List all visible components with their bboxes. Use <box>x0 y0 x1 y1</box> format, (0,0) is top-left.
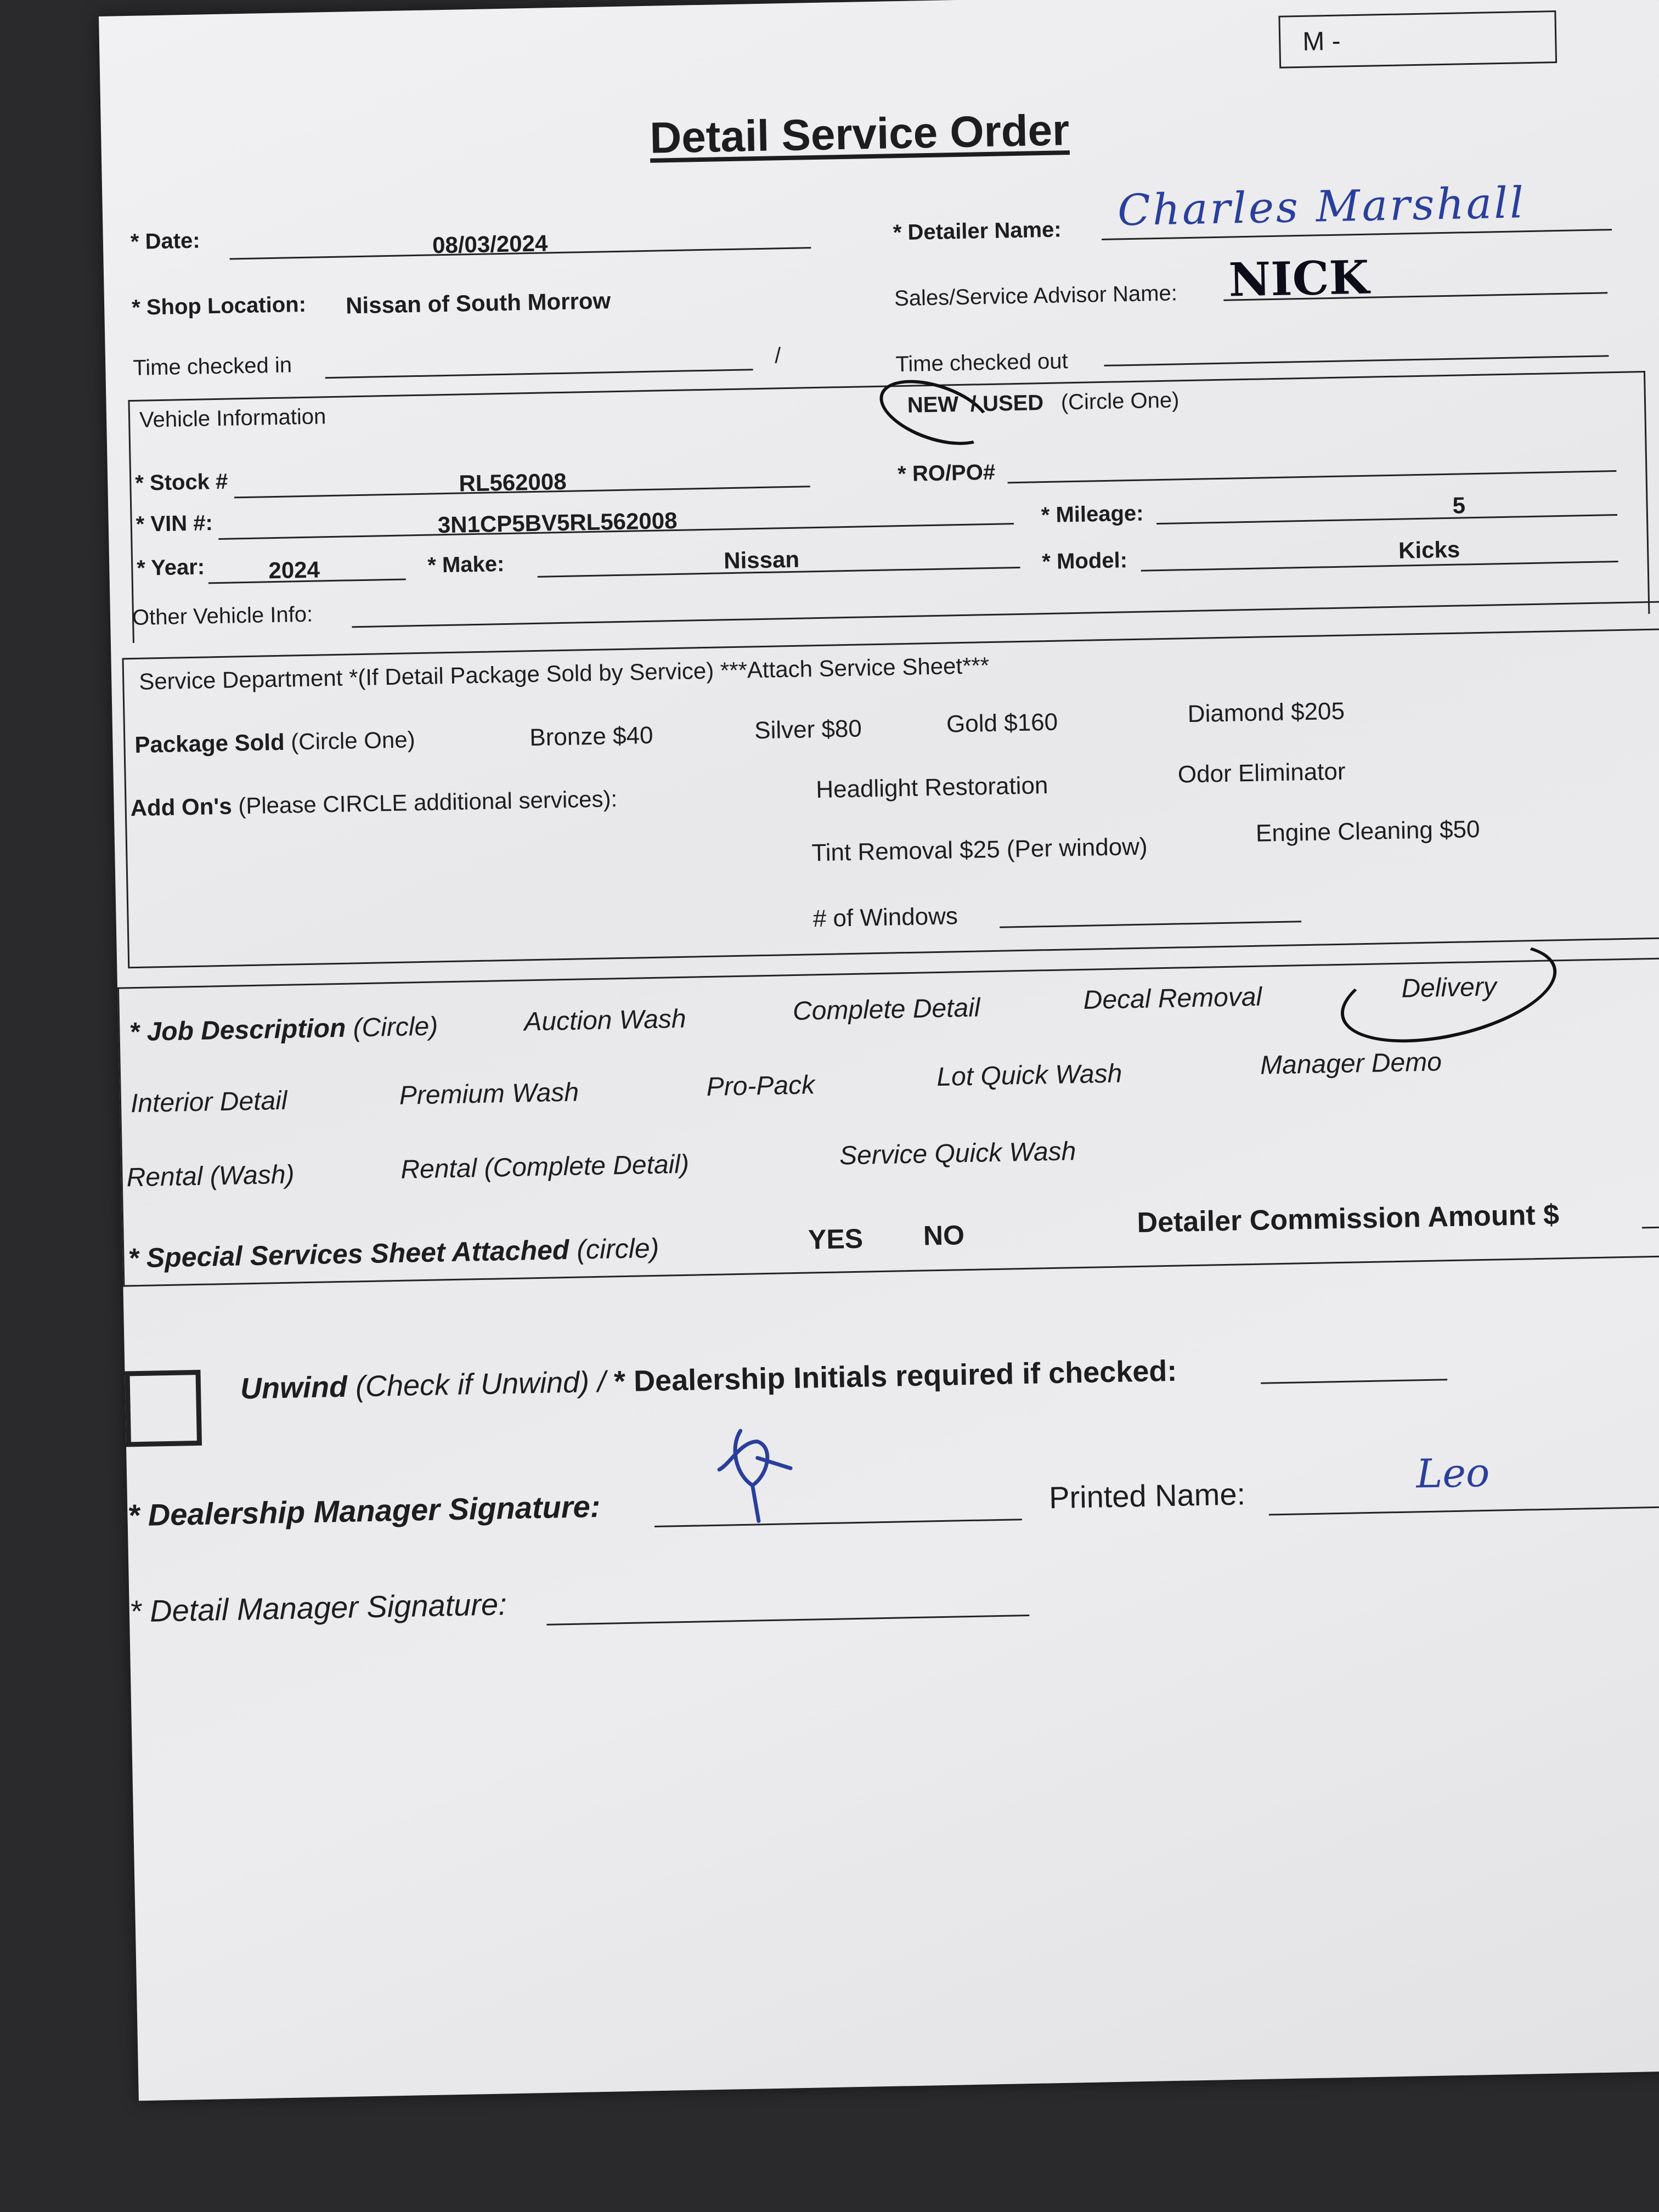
vin-label: * VIN #: <box>136 511 213 537</box>
add-ons-instruction: (Please CIRCLE additional services): <box>238 786 618 819</box>
special-services-yes[interactable]: YES <box>808 1223 864 1255</box>
printed-name-field[interactable] <box>1269 1506 1659 1516</box>
other-vehicle-info-label: Other Vehicle Info: <box>132 602 313 630</box>
job-description-label-bold: * Job Description <box>129 1013 346 1047</box>
year-value: 2024 <box>268 556 320 584</box>
time-checked-in-field[interactable] <box>325 369 753 379</box>
date-label: * Date: <box>130 228 201 254</box>
job-complete-detail[interactable]: Complete Detail <box>792 993 980 1026</box>
year-label: * Year: <box>136 555 205 580</box>
advisor-name-handwriting: NICK <box>1228 250 1370 307</box>
detailer-name-label: * Detailer Name: <box>893 217 1062 245</box>
package-sold-label <box>134 726 415 758</box>
addon-headlight-restoration[interactable]: Headlight Restoration <box>815 772 1048 804</box>
windows-count-label: # of Windows <box>812 902 958 933</box>
printed-name-handwriting: Leo <box>1415 1449 1491 1497</box>
package-diamond[interactable]: Diamond $205 <box>1187 697 1345 728</box>
package-bronze[interactable]: Bronze $40 <box>529 721 653 752</box>
stock-label: * Stock # <box>134 469 228 495</box>
job-delivery[interactable]: Delivery <box>1401 972 1497 1003</box>
add-ons-label-bold: Add On's <box>130 793 233 821</box>
dealership-initials-field[interactable] <box>1261 1379 1447 1384</box>
model-value: Kicks <box>1398 536 1460 563</box>
package-gold[interactable]: Gold $160 <box>946 708 1058 738</box>
special-services-label-bold: * Special Services Sheet Attached <box>127 1234 569 1274</box>
unwind-label-bold: Unwind <box>240 1370 348 1406</box>
date-value: 08/03/2024 <box>432 230 548 258</box>
detailer-name-handwriting: Charles Marshall <box>1117 178 1526 236</box>
job-description-instruction: (Circle) <box>353 1012 438 1043</box>
detail-manager-signature-label: * Detail Manager Signature: <box>129 1587 507 1629</box>
job-description-label <box>129 1011 438 1047</box>
time-separator: / <box>774 343 781 368</box>
condition-new[interactable]: NEW <box>907 392 959 417</box>
form-title: Detail Service Order <box>649 105 1070 162</box>
addon-tint-removal[interactable]: Tint Removal $25 (Per window) <box>811 833 1148 867</box>
unwind-checkbox[interactable] <box>125 1370 202 1447</box>
vehicle-section-label: Vehicle Information <box>139 404 326 432</box>
shop-location-label: * Shop Location: <box>131 292 307 320</box>
model-label: * Model: <box>1041 548 1128 574</box>
job-interior-detail[interactable]: Interior Detail <box>130 1086 287 1119</box>
job-decal-removal[interactable]: Decal Removal <box>1083 982 1262 1015</box>
job-rental-wash[interactable]: Rental (Wash) <box>126 1160 295 1193</box>
printed-name-label: Printed Name: <box>1048 1476 1246 1515</box>
dealership-initials-label: * Dealership Initials required if checked: <box>613 1354 1177 1398</box>
time-checked-in-label: Time checked in <box>132 353 292 380</box>
service-order-form <box>99 0 1659 2101</box>
mileage-value: 5 <box>1452 492 1466 518</box>
condition-used[interactable]: / USED <box>970 391 1044 416</box>
special-services-instruction: (circle) <box>576 1232 659 1265</box>
job-premium-wash[interactable]: Premium Wash <box>399 1077 579 1110</box>
mileage-label: * Mileage: <box>1041 501 1144 528</box>
unwind-instruction: (Check if Unwind) / <box>355 1365 606 1403</box>
detail-manager-signature-field[interactable] <box>546 1615 1029 1626</box>
job-pro-pack[interactable]: Pro-Pack <box>706 1070 815 1102</box>
order-number-box[interactable] <box>1278 10 1557 69</box>
make-label: * Make: <box>427 551 505 578</box>
stock-value: RL562008 <box>459 468 567 496</box>
dealership-manager-signature-mark <box>708 1424 803 1525</box>
time-checked-out-label: Time checked out <box>895 349 1069 377</box>
job-auction-wash[interactable]: Auction Wash <box>523 1004 687 1037</box>
special-services-no[interactable]: NO <box>923 1220 965 1251</box>
dealership-manager-signature-label: * Dealership Manager Signature: <box>127 1488 601 1533</box>
addon-odor-eliminator[interactable]: Odor Eliminator <box>1177 758 1346 788</box>
addon-engine-cleaning[interactable]: Engine Cleaning $50 <box>1255 815 1480 847</box>
shop-location-value: Nissan of South Morrow <box>345 287 611 319</box>
package-sold-instruction: (Circle One) <box>290 726 416 755</box>
unwind-label <box>240 1354 1177 1406</box>
job-manager-demo[interactable]: Manager Demo <box>1260 1047 1442 1080</box>
service-department-heading: Service Department *(If Detail Package Sold by Service) ***Attach Service Sheet*** <box>138 652 990 695</box>
time-checked-out-field[interactable] <box>1104 355 1609 366</box>
package-sold-label-bold: Package Sold <box>134 729 285 758</box>
job-rental-complete-detail[interactable]: Rental (Complete Detail) <box>400 1149 690 1184</box>
make-value: Nissan <box>723 546 800 574</box>
package-silver[interactable]: Silver $80 <box>754 715 862 744</box>
ro-po-label: * RO/PO# <box>897 460 996 487</box>
job-service-quick-wash[interactable]: Service Quick Wash <box>839 1137 1076 1171</box>
condition-circle-instruction: (Circle One) <box>1060 388 1180 415</box>
commission-label: Detailer Commission Amount $ <box>1137 1199 1560 1239</box>
job-lot-quick-wash[interactable]: Lot Quick Wash <box>936 1059 1122 1092</box>
order-number-label: M - <box>1302 26 1341 57</box>
advisor-name-label: Sales/Service Advisor Name: <box>894 281 1178 311</box>
vin-value: 3N1CP5BV5RL562008 <box>437 507 678 538</box>
